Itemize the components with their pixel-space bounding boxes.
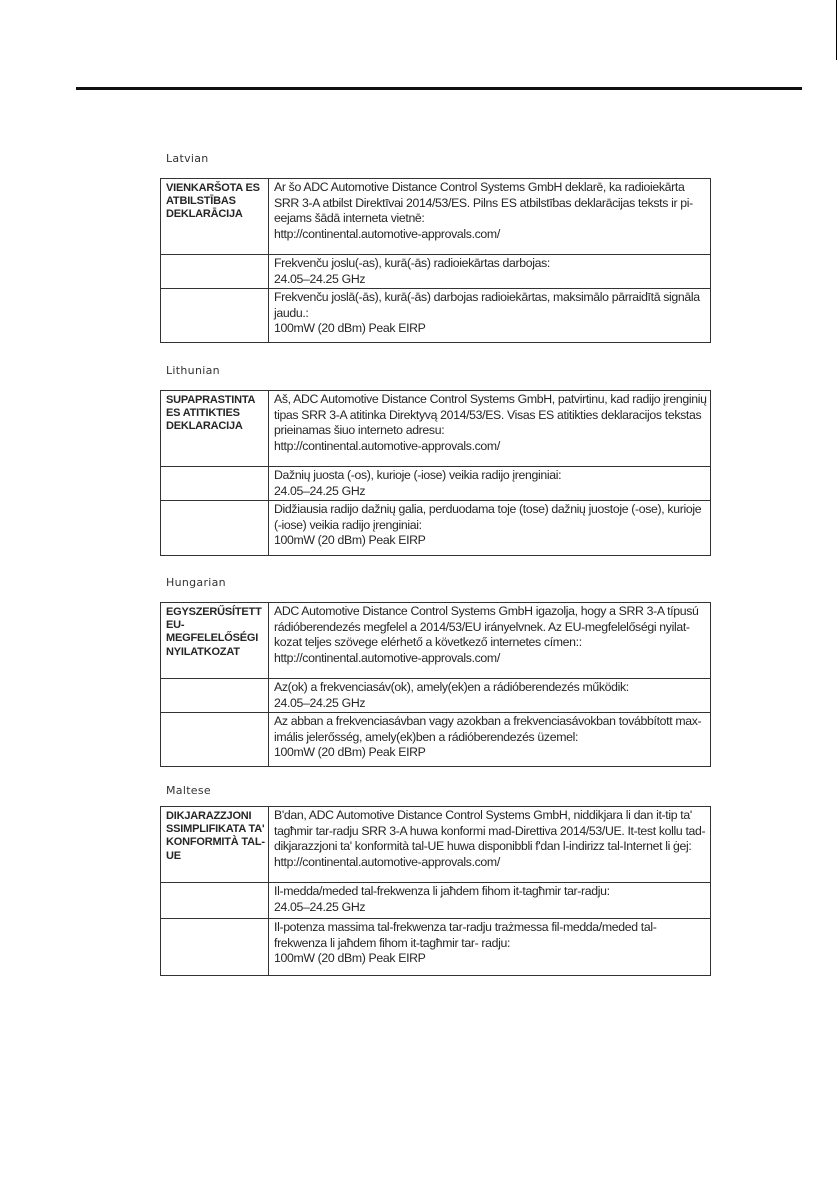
- text-line: http://continental.automotive-approvals.com/: [274, 438, 500, 453]
- declaration-title-line: SSIMPLIFIKATA TA': [166, 823, 265, 836]
- declaration-text-cell: [269, 289, 711, 343]
- declaration-text-cell: [269, 679, 711, 713]
- text-line: Didžiausia radijo dažnių galia, perduodama toje (tose) dažnių juostoje (-ose), kurioje: [274, 502, 702, 517]
- declaration-title-line: NYILATKOZAT: [166, 645, 240, 658]
- text-line: http://continental.automotive-approvals.com/: [274, 226, 500, 241]
- section-language-label: Lithunian: [166, 364, 220, 377]
- declaration-title-line: ATBILSTĪBAS: [166, 195, 236, 208]
- text-line: eejams šādā interneta vietnē:: [274, 211, 425, 226]
- text-line: 100mW (20 dBm) Peak EIRP: [274, 951, 426, 966]
- declaration-title-line: DEKLARĀCIJA: [166, 208, 243, 221]
- declaration-title-line: SUPAPRASTINTA: [166, 394, 256, 406]
- text-line: Frekvenču joslu(-as), kurā(-ās) radioiekārtas darbojas:: [274, 256, 550, 270]
- table-row: [161, 255, 711, 289]
- text-line: 24.05–24.25 GHz: [274, 483, 366, 498]
- declaration-text-cell: [269, 603, 711, 679]
- declaration-title-cell: [161, 807, 269, 883]
- text-line: 24.05–24.25 GHz: [274, 899, 366, 914]
- declaration-title-line: EU-: [166, 619, 185, 632]
- declaration-title-line: KONFORMITÀ TAL-: [166, 836, 265, 849]
- declaration-text-cell: [269, 179, 711, 255]
- text-line: Dažnių juosta (-os), kurioje (-iose) veikia radijo įrenginiai:: [274, 468, 562, 482]
- text-line: 24.05–24.25 GHz: [274, 271, 366, 286]
- declaration-title-line: UE: [166, 849, 181, 862]
- text-line: prieinamas šiuo interneto adresu:: [274, 423, 445, 438]
- table-row: [161, 289, 711, 343]
- declaration-text-cell: [269, 713, 711, 767]
- declaration-title-line: EGYSZERŰSÍTETT: [166, 606, 262, 618]
- text-line: tipas SRR 3-A atitinka Direktyvą 2014/53/ES. Visas ES atitikties deklaracijos tekstas: [274, 407, 702, 422]
- text-line: http://continental.automotive-approvals.com/: [274, 854, 500, 869]
- section-language-label: Maltese: [166, 784, 211, 797]
- text-line: kozat teljes szövege elérhető a következő internetes címen::: [274, 635, 582, 650]
- section-language-label: Latvian: [166, 152, 209, 165]
- declaration-table: [160, 390, 711, 556]
- text-line: tagħmir tar-radju SRR 3-A huwa konformi mad-Direttiva 2014/53/UE. It-test kollu tad-: [274, 823, 706, 838]
- empty-cell: [161, 919, 269, 976]
- declaration-text-cell: [269, 255, 711, 289]
- empty-cell: [161, 883, 269, 919]
- text-line: Il-potenza massima tal-frekwenza tar-radju trażmessa fil-medda/meded tal-: [274, 920, 657, 934]
- crop-mark: [836, 0, 837, 60]
- declaration-text-cell: [269, 883, 711, 919]
- text-line: SRR 3-A atbilst Direktīvai 2014/53/ES. Pilns ES atbilstības deklarācijas teksts ir pi-: [274, 195, 693, 210]
- text-line: http://continental.automotive-approvals.com/: [274, 650, 500, 665]
- text-line: imális jelerősség, amely(ek)ben a rádióberendezés üzemel:: [274, 729, 579, 744]
- declaration-title-line: DIKJARAZZJONI: [166, 810, 252, 822]
- text-line: 100mW (20 dBm) Peak EIRP: [274, 745, 426, 760]
- text-line: jaudu.:: [274, 305, 309, 320]
- text-line: ADC Automotive Distance Control Systems GmbH igazolja, hogy a SRR 3-A típusú: [274, 604, 699, 618]
- table-row: [161, 603, 711, 679]
- table-row: [161, 883, 711, 919]
- empty-cell: [161, 289, 269, 343]
- table-row: [161, 179, 711, 255]
- declaration-text-cell: [269, 467, 711, 501]
- text-line: 100mW (20 dBm) Peak EIRP: [274, 321, 426, 336]
- declaration-title-cell: [161, 179, 269, 255]
- text-line: B'dan, ADC Automotive Distance Control Systems GmbH, niddikjara li dan it-tip ta': [274, 808, 692, 822]
- table-row: [161, 501, 711, 556]
- text-line: Az(ok) a frekvenciasáv(ok), amely(ek)en a rádióberendezés működik:: [274, 680, 629, 694]
- declaration-text-cell: [269, 807, 711, 883]
- empty-cell: [161, 255, 269, 289]
- declaration-title-line: VIENKARŠOTA ES: [166, 182, 260, 194]
- empty-cell: [161, 467, 269, 501]
- text-line: Frekvenču joslā(-ās), kurā(-ās) darbojas radioiekārtas, maksimālo pārraidītā signāla: [274, 290, 700, 305]
- text-line: 24.05–24.25 GHz: [274, 695, 366, 710]
- declaration-table: [160, 806, 711, 976]
- text-line: frekwenza li jaħdem fihom it-tagħmir tar- radju:: [274, 935, 511, 950]
- declaration-title-line: DEKLARACIJA: [166, 420, 243, 433]
- table-row: [161, 919, 711, 976]
- text-line: dikjarazzjoni ta' konformità tal-UE huwa disponibbli f'dan l-indirizz tal-Internet li ġej:: [274, 839, 692, 854]
- table-row: [161, 807, 711, 883]
- text-line: rádióberendezés megfelel a 2014/53/EU irányelvnek. Az EU-megfelelőségi nyilat-: [274, 619, 690, 634]
- text-line: (-iose) veikia radijo įrenginiai:: [274, 517, 422, 532]
- empty-cell: [161, 679, 269, 713]
- table-row: [161, 679, 711, 713]
- declaration-text-cell: [269, 501, 711, 556]
- table-row: [161, 713, 711, 767]
- text-line: Aš, ADC Automotive Distance Control Systems GmbH, patvirtinu, kad radijo įrenginių: [274, 392, 707, 406]
- text-line: Az abban a frekvenciasávban vagy azokban a frekvenciasávokban továbbított max-: [274, 714, 702, 729]
- declaration-text-cell: [269, 391, 711, 467]
- text-line: Il-medda/meded tal-frekwenza li jaħdem fihom it-tagħmir tar-radju:: [274, 884, 610, 898]
- declaration-title-line: MEGFELELŐSÉGI: [166, 632, 259, 645]
- declaration-title-line: ES ATITIKTIES: [166, 407, 240, 420]
- section-language-label: Hungarian: [166, 576, 226, 589]
- empty-cell: [161, 501, 269, 556]
- text-line: Ar šo ADC Automotive Distance Control Systems GmbH deklarē, ka radioiekārta: [274, 180, 685, 194]
- declaration-text-cell: [269, 919, 711, 976]
- declaration-table: [160, 602, 711, 767]
- declaration-table: [160, 178, 711, 343]
- declaration-title-cell: [161, 603, 269, 679]
- empty-cell: [161, 713, 269, 767]
- declaration-title-cell: [161, 391, 269, 467]
- header-rule: [76, 87, 802, 90]
- text-line: 100mW (20 dBm) Peak EIRP: [274, 533, 426, 548]
- table-row: [161, 467, 711, 501]
- table-row: [161, 391, 711, 467]
